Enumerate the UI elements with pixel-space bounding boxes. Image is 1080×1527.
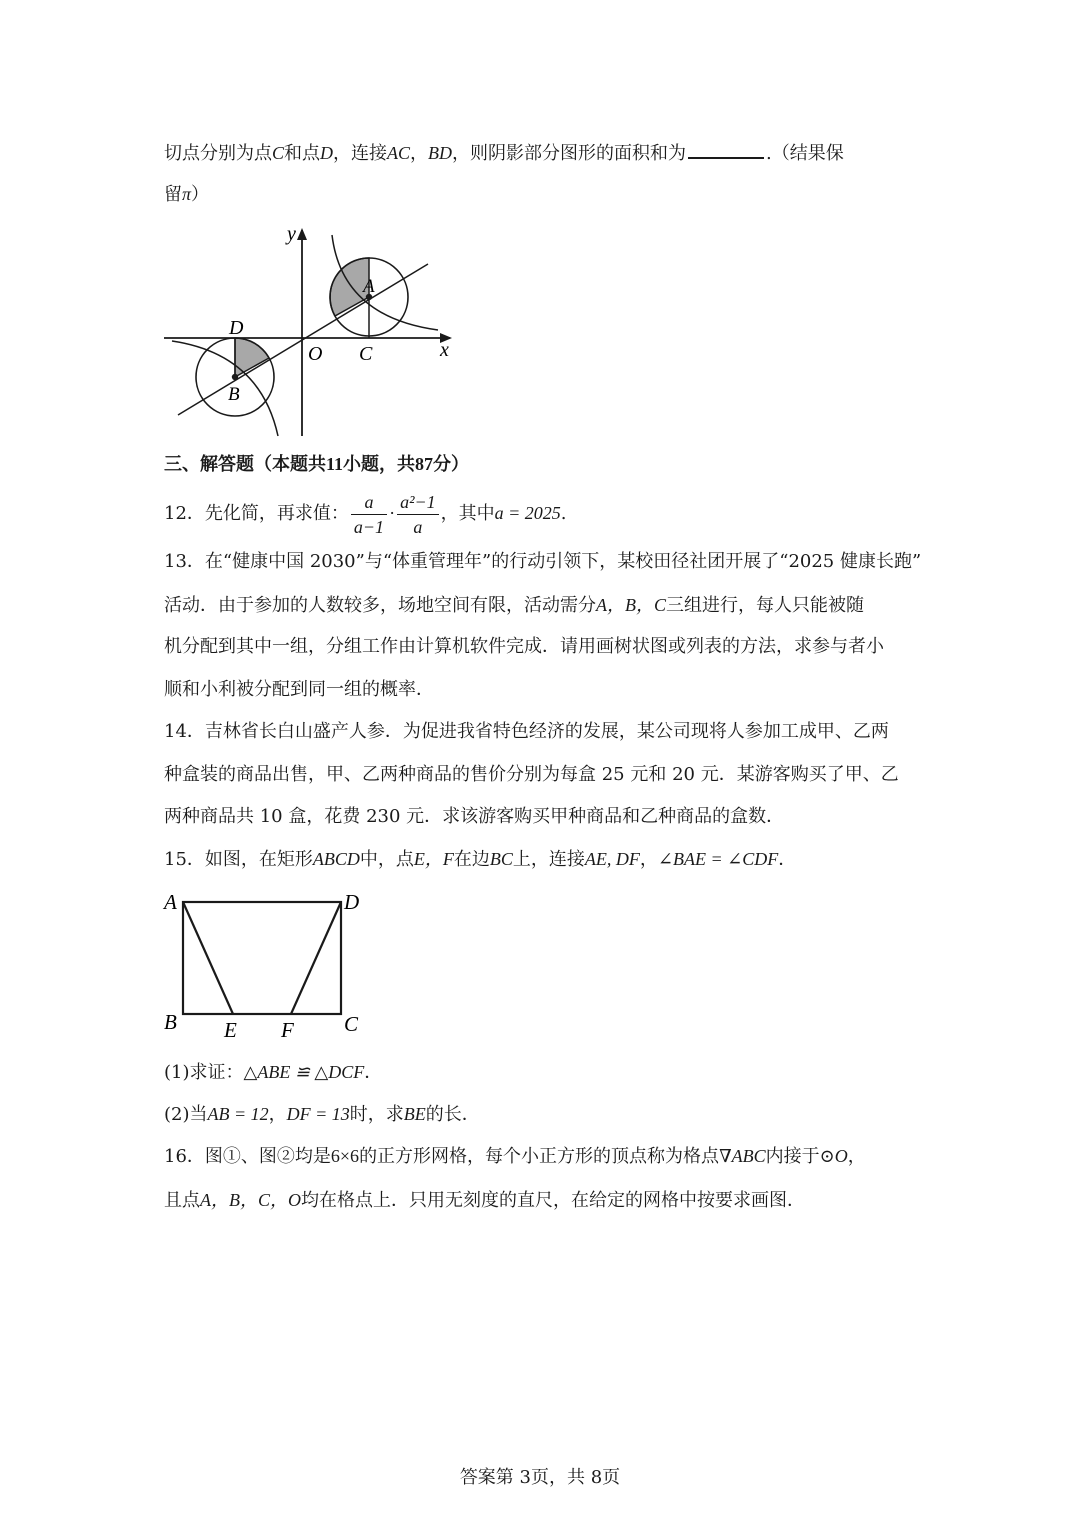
page-footer: 答案第 3页，共 8页 [459,1467,621,1488]
segment-df [291,902,341,1014]
fraction-2: $\frac{\text{a²−1}}{a}$ [397,490,439,539]
label-y: y [287,223,296,245]
label-d: D [344,890,360,914]
q13-line1: 13．在“健康中国 2030”与“体重管理年”的行动引领下，某校田径社团开展了“2025 健康长跑” [164,551,922,572]
label-d: D [229,317,244,339]
q11-line1: 切点分别为点C和点D，连接AC，BD，则阴影部分图形的面积和为 .（结果保 [164,139,844,167]
label-c: C [344,1012,359,1036]
fraction-1: $\frac{a}{a-1}$ [351,490,387,539]
answer-blank [688,139,764,159]
label-a: A [164,890,177,914]
q15-part1: (1)求证：△ABE ≌ △DCF． [164,1062,383,1083]
q11-line2: 留π） [164,184,210,205]
line-ab [178,264,428,415]
label-o: O [308,343,323,365]
section-heading: 三、解答题（本题共11小题，共87分） [164,454,470,475]
label-b: B [164,1010,177,1034]
label-b: B [228,384,240,405]
rectangle-abcd [183,902,341,1014]
q15-part2: (2)当AB = 12，DF = 13时，求BE的长． [164,1104,480,1125]
q16-line1: 16．图①、图②均是6×6的正方形网格，每个小正方形的顶点称为格点∇ABC内接于⊙O， [164,1146,866,1167]
label-x: x [440,339,449,361]
q11-figure [160,222,460,440]
q13-line2: 活动．由于参加的人数较多，场地空间有限，活动需分A，B，C三组进行，每人只能被随 [164,595,864,616]
hyperbola-branch-1 [332,235,438,330]
segment-ae [183,902,233,1014]
q14-line1: 14．吉林省长白山盛产人参．为促进我省特色经济的发展，某公司现将人参加工成甲、乙两 [164,721,889,742]
q13-line4: 顺和小利被分配到同一组的概率． [164,679,434,700]
q14-line3: 两种商品共 10 盒，花费 230 元．求该游客购买甲种商品和乙种商品的盒数． [164,806,785,827]
y-axis-arrow [297,228,307,240]
label-f: F [281,1018,294,1042]
label-c: C [359,343,373,365]
label-a: A [363,276,375,297]
q15-figure [160,885,370,1045]
point-b [232,374,238,380]
q12: 12．先化简，再求值： $\frac{a}{a-1}$ · $\frac{\text{a²−1}}{a}$ ，其中a = 2025. [164,491,567,537]
q13-line3: 机分配到其中一组，分组工作由计算机软件完成．请用画树状图或列表的方法，求参与者小 [164,636,884,657]
q14-line2: 种盒装的商品出售，甲、乙两种商品的售价分别为每盒 25 元和 20 元．某游客购买了甲、乙 [164,764,899,785]
q16-line2: 且点A，B，C，O均在格点上．只用无刻度的直尺，在给定的网格中按要求画图． [164,1190,805,1211]
label-e: E [224,1018,237,1042]
q15-stem: 15．如图，在矩形ABCD中，点E，F在边BC上，连接AE, DF，∠BAE = ∠CDF． [164,849,797,870]
